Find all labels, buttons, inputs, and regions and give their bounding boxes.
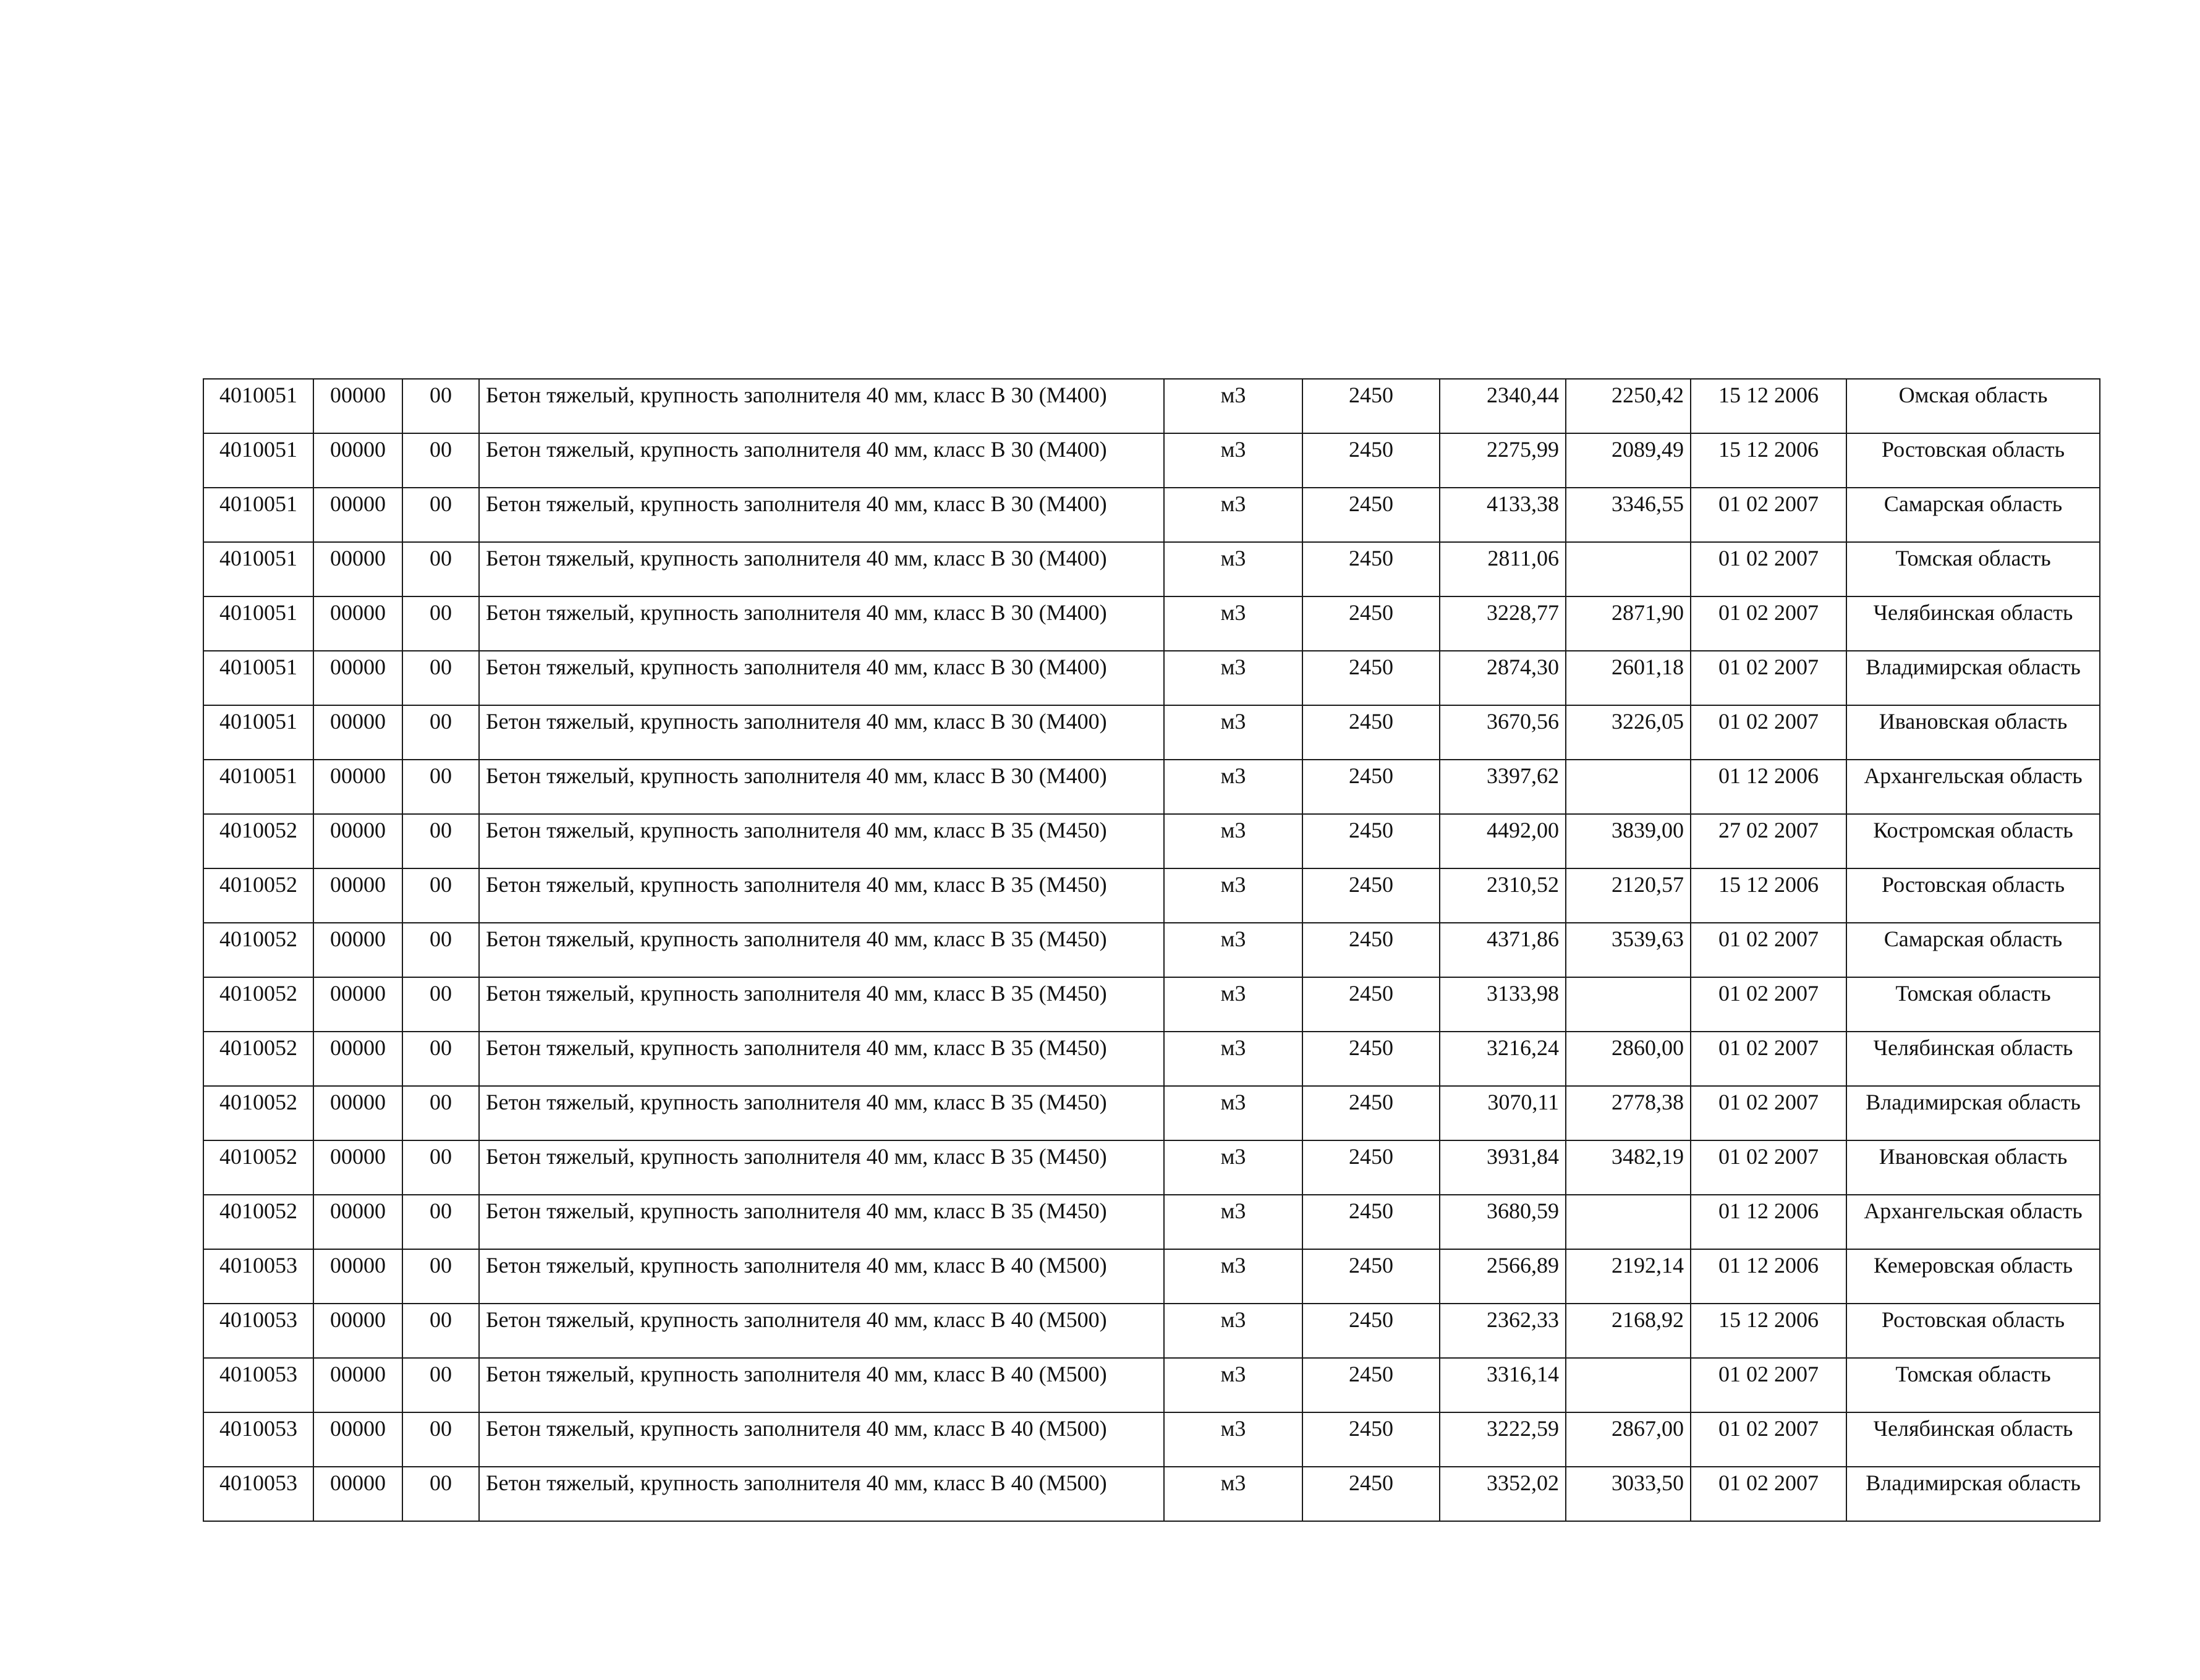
table-row [203,1358,2100,1412]
region-cell: Владимирская область [1846,1086,2100,1140]
table-row [203,1195,2100,1249]
price-cell: 3133,98 [1440,977,1566,1032]
price-alt-cell: 3226,05 [1566,705,1691,760]
sub-code-cell: 00000 [313,814,402,868]
group-cell: 2450 [1302,814,1440,868]
unit-cell: м3 [1164,1086,1302,1140]
region-cell: Ростовская область [1846,433,2100,488]
code-cell: 4010052 [203,1195,313,1249]
price-cell: 2811,06 [1440,542,1566,596]
group-cell: 2450 [1302,1412,1440,1467]
price-alt-cell: 2089,49 [1566,433,1691,488]
date-cell: 01 02 2007 [1691,705,1846,760]
material-name-cell: Бетон тяжелый, крупность заполнителя 40 мм, класс В 35 (М450) [479,1086,1164,1140]
material-name-cell: Бетон тяжелый, крупность заполнителя 40 мм, класс В 40 (М500) [479,1358,1164,1412]
price-alt-cell [1566,760,1691,814]
material-name-cell: Бетон тяжелый, крупность заполнителя 40 мм, класс В 30 (М400) [479,488,1164,542]
class-cell: 00 [402,868,479,923]
price-alt-cell: 2860,00 [1566,1032,1691,1086]
sub-code-cell: 00000 [313,1032,402,1086]
code-cell: 4010051 [203,651,313,705]
sub-code-cell: 00000 [313,923,402,977]
table-row [203,433,2100,488]
sub-code-cell: 00000 [313,651,402,705]
material-name-cell: Бетон тяжелый, крупность заполнителя 40 мм, класс В 35 (М450) [479,977,1164,1032]
material-name-cell: Бетон тяжелый, крупность заполнителя 40 мм, класс В 40 (М500) [479,1412,1164,1467]
table-row [203,542,2100,596]
date-cell: 15 12 2006 [1691,1304,1846,1358]
sub-code-cell: 00000 [313,1195,402,1249]
code-cell: 4010051 [203,542,313,596]
price-alt-cell: 2871,90 [1566,596,1691,651]
date-cell: 27 02 2007 [1691,814,1846,868]
class-cell: 00 [402,542,479,596]
sub-code-cell: 00000 [313,433,402,488]
date-cell: 01 02 2007 [1691,977,1846,1032]
date-cell: 01 02 2007 [1691,1412,1846,1467]
price-cell: 3352,02 [1440,1467,1566,1521]
table-row [203,814,2100,868]
date-cell: 15 12 2006 [1691,868,1846,923]
class-cell: 00 [402,1412,479,1467]
price-alt-cell: 2192,14 [1566,1249,1691,1304]
unit-cell: м3 [1164,596,1302,651]
unit-cell: м3 [1164,379,1302,433]
class-cell: 00 [402,1358,479,1412]
region-cell: Ростовская область [1846,868,2100,923]
table-row [203,1467,2100,1521]
group-cell: 2450 [1302,1467,1440,1521]
material-name-cell: Бетон тяжелый, крупность заполнителя 40 мм, класс В 30 (М400) [479,705,1164,760]
code-cell: 4010052 [203,1032,313,1086]
unit-cell: м3 [1164,1032,1302,1086]
group-cell: 2450 [1302,379,1440,433]
class-cell: 00 [402,1086,479,1140]
date-cell: 01 02 2007 [1691,1032,1846,1086]
sub-code-cell: 00000 [313,488,402,542]
price-alt-cell [1566,542,1691,596]
material-name-cell: Бетон тяжелый, крупность заполнителя 40 мм, класс В 35 (М450) [479,868,1164,923]
table-row [203,760,2100,814]
price-cell: 4492,00 [1440,814,1566,868]
region-cell: Костромская область [1846,814,2100,868]
group-cell: 2450 [1302,977,1440,1032]
code-cell: 4010051 [203,760,313,814]
price-alt-cell: 2250,42 [1566,379,1691,433]
price-alt-cell: 3539,63 [1566,923,1691,977]
sub-code-cell: 00000 [313,1304,402,1358]
sub-code-cell: 00000 [313,705,402,760]
price-cell: 3216,24 [1440,1032,1566,1086]
date-cell: 01 02 2007 [1691,923,1846,977]
sub-code-cell: 00000 [313,868,402,923]
region-cell: Челябинская область [1846,1412,2100,1467]
class-cell: 00 [402,1032,479,1086]
table-row [203,977,2100,1032]
table-row [203,379,2100,433]
sub-code-cell: 00000 [313,596,402,651]
code-cell: 4010052 [203,977,313,1032]
region-cell: Томская область [1846,977,2100,1032]
price-alt-cell: 3482,19 [1566,1140,1691,1195]
class-cell: 00 [402,1249,479,1304]
price-alt-cell: 2168,92 [1566,1304,1691,1358]
code-cell: 4010053 [203,1412,313,1467]
class-cell: 00 [402,651,479,705]
region-cell: Томская область [1846,1358,2100,1412]
class-cell: 00 [402,977,479,1032]
code-cell: 4010052 [203,923,313,977]
class-cell: 00 [402,433,479,488]
unit-cell: м3 [1164,923,1302,977]
price-alt-cell [1566,977,1691,1032]
region-cell: Челябинская область [1846,596,2100,651]
price-cell: 2310,52 [1440,868,1566,923]
unit-cell: м3 [1164,1140,1302,1195]
region-cell: Владимирская область [1846,1467,2100,1521]
table-row [203,705,2100,760]
material-name-cell: Бетон тяжелый, крупность заполнителя 40 мм, класс В 30 (М400) [479,379,1164,433]
region-cell: Челябинская область [1846,1032,2100,1086]
sub-code-cell: 00000 [313,760,402,814]
price-cell: 3222,59 [1440,1412,1566,1467]
unit-cell: м3 [1164,488,1302,542]
unit-cell: м3 [1164,1358,1302,1412]
unit-cell: м3 [1164,814,1302,868]
material-name-cell: Бетон тяжелый, крупность заполнителя 40 мм, класс В 35 (М450) [479,1032,1164,1086]
code-cell: 4010051 [203,705,313,760]
price-alt-cell: 2120,57 [1566,868,1691,923]
price-cell: 4371,86 [1440,923,1566,977]
group-cell: 2450 [1302,1304,1440,1358]
code-cell: 4010051 [203,488,313,542]
material-name-cell: Бетон тяжелый, крупность заполнителя 40 мм, класс В 30 (М400) [479,433,1164,488]
price-alt-cell: 3839,00 [1566,814,1691,868]
code-cell: 4010051 [203,596,313,651]
class-cell: 00 [402,1304,479,1358]
sub-code-cell: 00000 [313,1086,402,1140]
class-cell: 00 [402,488,479,542]
group-cell: 2450 [1302,923,1440,977]
price-cell: 2275,99 [1440,433,1566,488]
unit-cell: м3 [1164,868,1302,923]
sub-code-cell: 00000 [313,977,402,1032]
table-row [203,1086,2100,1140]
group-cell: 2450 [1302,1032,1440,1086]
class-cell: 00 [402,814,479,868]
price-cell: 2362,33 [1440,1304,1566,1358]
date-cell: 01 02 2007 [1691,1358,1846,1412]
sub-code-cell: 00000 [313,1467,402,1521]
price-alt-cell: 3346,55 [1566,488,1691,542]
code-cell: 4010053 [203,1358,313,1412]
code-cell: 4010051 [203,433,313,488]
material-name-cell: Бетон тяжелый, крупность заполнителя 40 мм, класс В 30 (М400) [479,651,1164,705]
group-cell: 2450 [1302,651,1440,705]
material-name-cell: Бетон тяжелый, крупность заполнителя 40 мм, класс В 40 (М500) [479,1467,1164,1521]
code-cell: 4010052 [203,814,313,868]
region-cell: Самарская область [1846,923,2100,977]
group-cell: 2450 [1302,1358,1440,1412]
sub-code-cell: 00000 [313,379,402,433]
table-row [203,1304,2100,1358]
date-cell: 01 12 2006 [1691,1195,1846,1249]
region-cell: Ивановская область [1846,705,2100,760]
class-cell: 00 [402,923,479,977]
sub-code-cell: 00000 [313,1140,402,1195]
table-body [203,379,2100,1521]
group-cell: 2450 [1302,488,1440,542]
price-cell: 3316,14 [1440,1358,1566,1412]
price-cell: 3680,59 [1440,1195,1566,1249]
unit-cell: м3 [1164,1412,1302,1467]
table-row [203,923,2100,977]
group-cell: 2450 [1302,868,1440,923]
date-cell: 01 02 2007 [1691,596,1846,651]
unit-cell: м3 [1164,1304,1302,1358]
material-name-cell: Бетон тяжелый, крупность заполнителя 40 мм, класс В 35 (М450) [479,814,1164,868]
table-row [203,1249,2100,1304]
group-cell: 2450 [1302,1249,1440,1304]
unit-cell: м3 [1164,1249,1302,1304]
price-alt-cell [1566,1358,1691,1412]
material-name-cell: Бетон тяжелый, крупность заполнителя 40 мм, класс В 35 (М450) [479,923,1164,977]
class-cell: 00 [402,760,479,814]
price-cell: 3931,84 [1440,1140,1566,1195]
table-row [203,596,2100,651]
table-row [203,1140,2100,1195]
code-cell: 4010053 [203,1249,313,1304]
material-name-cell: Бетон тяжелый, крупность заполнителя 40 мм, класс В 30 (М400) [479,596,1164,651]
material-name-cell: Бетон тяжелый, крупность заполнителя 40 мм, класс В 35 (М450) [479,1195,1164,1249]
price-cell: 3070,11 [1440,1086,1566,1140]
date-cell: 01 02 2007 [1691,542,1846,596]
material-name-cell: Бетон тяжелый, крупность заполнителя 40 мм, класс В 40 (М500) [479,1304,1164,1358]
unit-cell: м3 [1164,760,1302,814]
unit-cell: м3 [1164,1467,1302,1521]
unit-cell: м3 [1164,977,1302,1032]
price-cell: 3397,62 [1440,760,1566,814]
price-cell: 4133,38 [1440,488,1566,542]
group-cell: 2450 [1302,1086,1440,1140]
price-cell: 3228,77 [1440,596,1566,651]
price-alt-cell: 2778,38 [1566,1086,1691,1140]
price-table [203,378,2100,1522]
price-alt-cell: 2867,00 [1566,1412,1691,1467]
region-cell: Омская область [1846,379,2100,433]
class-cell: 00 [402,705,479,760]
date-cell: 01 02 2007 [1691,1140,1846,1195]
sub-code-cell: 00000 [313,1249,402,1304]
price-cell: 2340,44 [1440,379,1566,433]
code-cell: 4010053 [203,1467,313,1521]
region-cell: Самарская область [1846,488,2100,542]
price-alt-cell: 3033,50 [1566,1467,1691,1521]
region-cell: Ростовская область [1846,1304,2100,1358]
date-cell: 01 12 2006 [1691,1249,1846,1304]
table-row [203,1032,2100,1086]
group-cell: 2450 [1302,596,1440,651]
class-cell: 00 [402,596,479,651]
table-row [203,488,2100,542]
class-cell: 00 [402,1140,479,1195]
date-cell: 01 02 2007 [1691,651,1846,705]
region-cell: Томская область [1846,542,2100,596]
table-row [203,651,2100,705]
date-cell: 01 02 2007 [1691,488,1846,542]
class-cell: 00 [402,1195,479,1249]
table-row [203,1412,2100,1467]
date-cell: 01 12 2006 [1691,760,1846,814]
unit-cell: м3 [1164,542,1302,596]
sub-code-cell: 00000 [313,542,402,596]
material-name-cell: Бетон тяжелый, крупность заполнителя 40 мм, класс В 30 (М400) [479,760,1164,814]
date-cell: 01 02 2007 [1691,1467,1846,1521]
price-cell: 2566,89 [1440,1249,1566,1304]
price-alt-cell: 2601,18 [1566,651,1691,705]
region-cell: Архангельская область [1846,1195,2100,1249]
group-cell: 2450 [1302,433,1440,488]
unit-cell: м3 [1164,1195,1302,1249]
code-cell: 4010052 [203,1140,313,1195]
group-cell: 2450 [1302,705,1440,760]
date-cell: 01 02 2007 [1691,1086,1846,1140]
group-cell: 2450 [1302,760,1440,814]
material-name-cell: Бетон тяжелый, крупность заполнителя 40 мм, класс В 35 (М450) [479,1140,1164,1195]
code-cell: 4010051 [203,379,313,433]
table-row [203,868,2100,923]
code-cell: 4010052 [203,868,313,923]
region-cell: Владимирская область [1846,651,2100,705]
date-cell: 15 12 2006 [1691,433,1846,488]
unit-cell: м3 [1164,651,1302,705]
unit-cell: м3 [1164,433,1302,488]
group-cell: 2450 [1302,1140,1440,1195]
group-cell: 2450 [1302,542,1440,596]
code-cell: 4010053 [203,1304,313,1358]
material-name-cell: Бетон тяжелый, крупность заполнителя 40 мм, класс В 30 (М400) [479,542,1164,596]
class-cell: 00 [402,1467,479,1521]
unit-cell: м3 [1164,705,1302,760]
region-cell: Кемеровская область [1846,1249,2100,1304]
class-cell: 00 [402,379,479,433]
region-cell: Архангельская область [1846,760,2100,814]
code-cell: 4010052 [203,1086,313,1140]
group-cell: 2450 [1302,1195,1440,1249]
price-cell: 3670,56 [1440,705,1566,760]
sub-code-cell: 00000 [313,1358,402,1412]
date-cell: 15 12 2006 [1691,379,1846,433]
material-name-cell: Бетон тяжелый, крупность заполнителя 40 мм, класс В 40 (М500) [479,1249,1164,1304]
price-alt-cell [1566,1195,1691,1249]
price-cell: 2874,30 [1440,651,1566,705]
region-cell: Ивановская область [1846,1140,2100,1195]
sub-code-cell: 00000 [313,1412,402,1467]
